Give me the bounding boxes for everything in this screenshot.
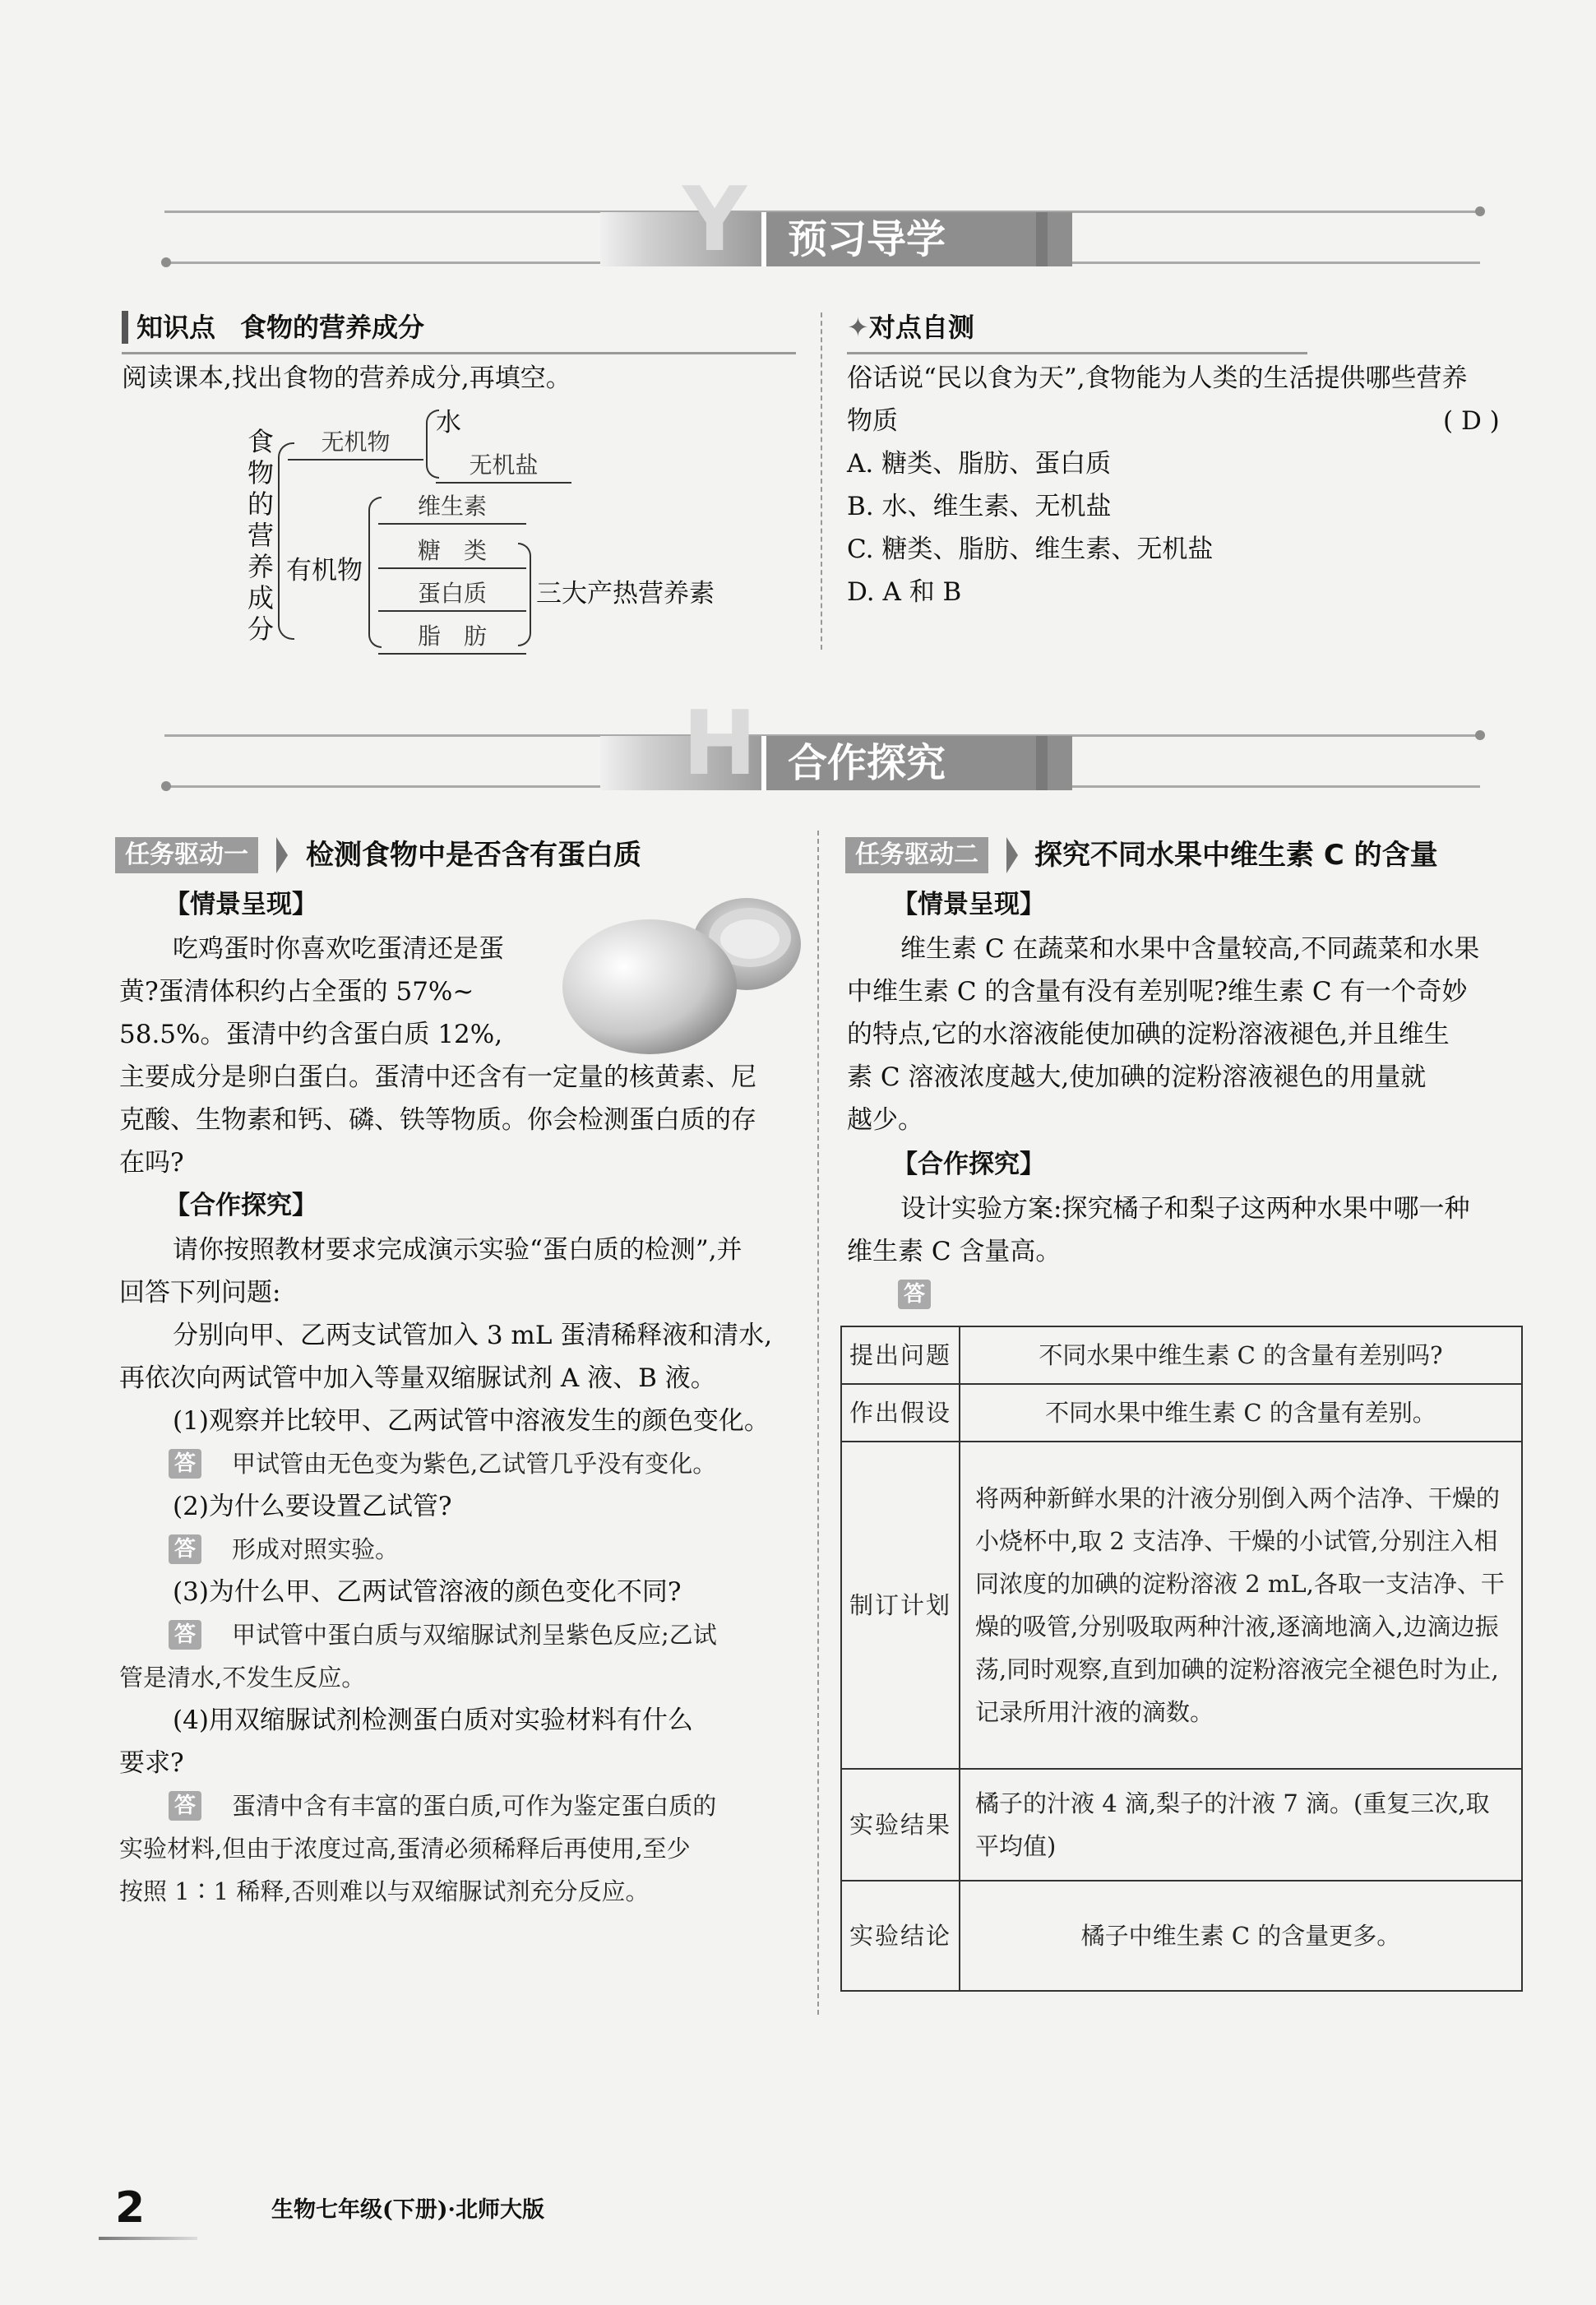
selftest-question: 俗话说“民以食为天”,食物能为人类的生活提供哪些营养	[847, 363, 1468, 393]
knowledge-instruction: 阅读课本,找出食物的营养成分,再填空。	[122, 363, 571, 393]
scene-line: 越少。	[847, 1105, 923, 1135]
answer-4: 蛋清中含有丰富的蛋白质,可作为鉴定蛋白质的	[232, 1792, 717, 1820]
scene-line: 克酸、生物素和钙、磷、铁等物质。你会检测蛋白质的存	[119, 1105, 756, 1135]
task-title-1: 检测食物中是否含有蛋白质	[306, 839, 641, 872]
egg-illustration	[559, 878, 806, 1059]
diamond-icon: ✦	[847, 312, 869, 343]
diagram-water: 水	[436, 408, 461, 437]
answer-1: 甲试管由无色变为紫色,乙试管几乎没有变化。	[232, 1450, 717, 1478]
coop-label: 【合作探究】	[892, 1150, 1045, 1179]
diagram-energy: 三大产热营养素	[536, 579, 715, 609]
banner-dot	[161, 257, 171, 267]
answer-icon: 答	[898, 1280, 931, 1309]
table-row	[841, 1881, 1522, 1991]
scene-line: 主要成分是卵白蛋白。蛋清中还含有一定量的核黄素、尼	[119, 1062, 756, 1092]
option-d: D. A 和 B	[847, 577, 962, 607]
scene-line: 黄?蛋清体积约占全蛋的 57%~	[119, 977, 474, 1007]
question-1: (1)观察并比较甲、乙两试管中溶液发生的颜色变化。	[173, 1406, 770, 1436]
section-title-explore: 合作探究	[761, 736, 1072, 790]
experiment-table	[840, 1326, 1523, 1992]
column-divider	[821, 312, 822, 650]
selftest-label: ✦对点自测	[847, 312, 974, 343]
answer-3: 甲试管中蛋白质与双缩脲试剂呈紫色反应;乙试	[232, 1621, 717, 1649]
knowledge-label: 知识点 食物的营养成分	[122, 311, 424, 344]
scene-label: 【情景呈现】	[164, 890, 317, 919]
coop-line: 维生素 C 含量高。	[847, 1237, 1062, 1266]
scene-line: 吃鸡蛋时你喜欢吃蛋清还是蛋	[173, 934, 504, 964]
answer-icon: 答	[169, 1534, 201, 1564]
option-a: A. 糖类、脂肪、蛋白质	[847, 449, 1112, 479]
selftest-answer: ( D )	[1443, 406, 1500, 436]
diagram-brace	[518, 543, 531, 646]
table-row	[841, 1384, 1522, 1442]
diagram-root: 食物的营养成分	[247, 426, 274, 645]
answer-4: 实验材料,但由于浓度过高,蛋清必须稀释后再使用,至少	[119, 1835, 691, 1863]
table-head: 提出问题	[841, 1326, 960, 1384]
coop-line: 请你按照教材要求完成演示实验“蛋白质的检测”,并	[173, 1235, 742, 1265]
question-2: (2)为什么要设置乙试管?	[173, 1492, 452, 1521]
coop-line: 分别向甲、乙两支试管加入 3 mL 蛋清稀释液和清水,	[173, 1321, 773, 1350]
scene-line: 58.5%。蛋清中约含蛋白质 12%,	[119, 1020, 503, 1049]
answer-2: 形成对照实验。	[232, 1535, 400, 1563]
task-arrow	[1006, 837, 1018, 873]
diagram-organic: 有机物	[286, 556, 363, 586]
table-row	[841, 1769, 1522, 1881]
table-cell: 将两种新鲜水果的汁液分别倒入两个洁净、干燥的小烧杯中,取 2 支洁净、干燥的小试管,分别注入相同浓度的加碘的淀粉溶液 2 mL,各取一支洁净、干燥的吸管,分别吸取两种汁液,逐滴地滴入,边滴边振荡,同时观察,直到加碘的淀粉溶液完全褪色时为止,记录所用汁液的滴数。	[960, 1442, 1522, 1769]
scene-line: 维生素 C 在蔬菜和水果中含量较高,不同蔬菜和水果	[900, 934, 1480, 964]
table-head: 制订计划	[841, 1442, 960, 1769]
answer-icon: 答	[169, 1791, 201, 1821]
coop-label: 【合作探究】	[164, 1191, 317, 1220]
table-cell: 不同水果中维生素 C 的含量有差别。	[960, 1384, 1522, 1442]
answer-4: 按照 1∶1 稀释,否则难以与双缩脲试剂充分反应。	[119, 1877, 650, 1905]
blank-salt: 无机盐	[436, 449, 571, 484]
table-row	[841, 1326, 1522, 1384]
banner-letter: H	[682, 692, 757, 795]
scene-line: 素 C 溶液浓度越大,使加碘的淀粉溶液褪色的用量就	[847, 1062, 1427, 1092]
table-cell: 不同水果中维生素 C 的含量有差别吗?	[960, 1326, 1522, 1384]
divider	[122, 352, 796, 354]
banner-dot	[1475, 730, 1485, 740]
scene-line: 的特点,它的水溶液能使加碘的淀粉溶液褪色,并且维生	[847, 1020, 1450, 1049]
question-4: 要求?	[119, 1748, 184, 1778]
option-b: B. 水、维生素、无机盐	[847, 492, 1112, 521]
scene-line: 在吗?	[119, 1148, 184, 1178]
table-cell: 橘子的汁液 4 滴,梨子的汁液 7 滴。(重复三次,取平均值)	[960, 1769, 1522, 1881]
footer-rule	[99, 2237, 197, 2240]
answer-icon: 答	[169, 1620, 201, 1650]
task-tag-1: 任务驱动一	[115, 837, 258, 873]
blank-fat: 脂 肪	[378, 620, 526, 655]
answer-3: 管是清水,不发生反应。	[119, 1664, 366, 1692]
divider	[847, 352, 1307, 354]
option-c: C. 糖类、脂肪、维生素、无机盐	[847, 535, 1214, 564]
book-title: 生物七年级(下册)·北师大版	[271, 2197, 544, 2223]
page-number: 2	[115, 2183, 146, 2233]
blank-protein: 蛋白质	[378, 577, 526, 612]
scene-label: 【情景呈现】	[892, 890, 1045, 919]
table-head: 作出假设	[841, 1384, 960, 1442]
task-arrow	[276, 837, 288, 873]
coop-line: 回答下列问题:	[119, 1278, 281, 1308]
section-title-preview: 预习导学	[761, 212, 1072, 266]
scene-line: 中维生素 C 的含量有没有差别呢?维生素 C 有一个奇妙	[847, 977, 1468, 1007]
blank-inorganic: 无机物	[288, 426, 423, 461]
diagram-brace	[278, 442, 294, 640]
task-title-2: 探究不同水果中维生素 C 的含量	[1034, 839, 1438, 872]
blank-sugar: 糖 类	[378, 535, 526, 569]
banner-dot	[161, 781, 171, 791]
question-4: (4)用双缩脲试剂检测蛋白质对实验材料有什么	[173, 1706, 693, 1735]
banner-tail	[1036, 736, 1048, 790]
answer-icon: 答	[169, 1449, 201, 1479]
column-divider	[817, 831, 819, 2015]
banner-dot	[1475, 206, 1485, 216]
table-cell: 橘子中维生素 C 的含量更多。	[960, 1881, 1522, 1991]
blank-vitamin: 维生素	[378, 490, 526, 525]
table-head: 实验结果	[841, 1769, 960, 1881]
task-tag-2: 任务驱动二	[845, 837, 988, 873]
banner-tail	[1036, 212, 1048, 266]
coop-line: 设计实验方案:探究橘子和梨子这两种水果中哪一种	[900, 1194, 1470, 1224]
coop-line: 再依次向两试管中加入等量双缩脲试剂 A 液、B 液。	[119, 1363, 716, 1393]
selftest-question: 物质	[847, 406, 898, 436]
banner-letter: Y	[682, 169, 747, 271]
table-head: 实验结论	[841, 1881, 960, 1991]
table-row	[841, 1442, 1522, 1769]
question-3: (3)为什么甲、乙两试管溶液的颜色变化不同?	[173, 1577, 682, 1607]
